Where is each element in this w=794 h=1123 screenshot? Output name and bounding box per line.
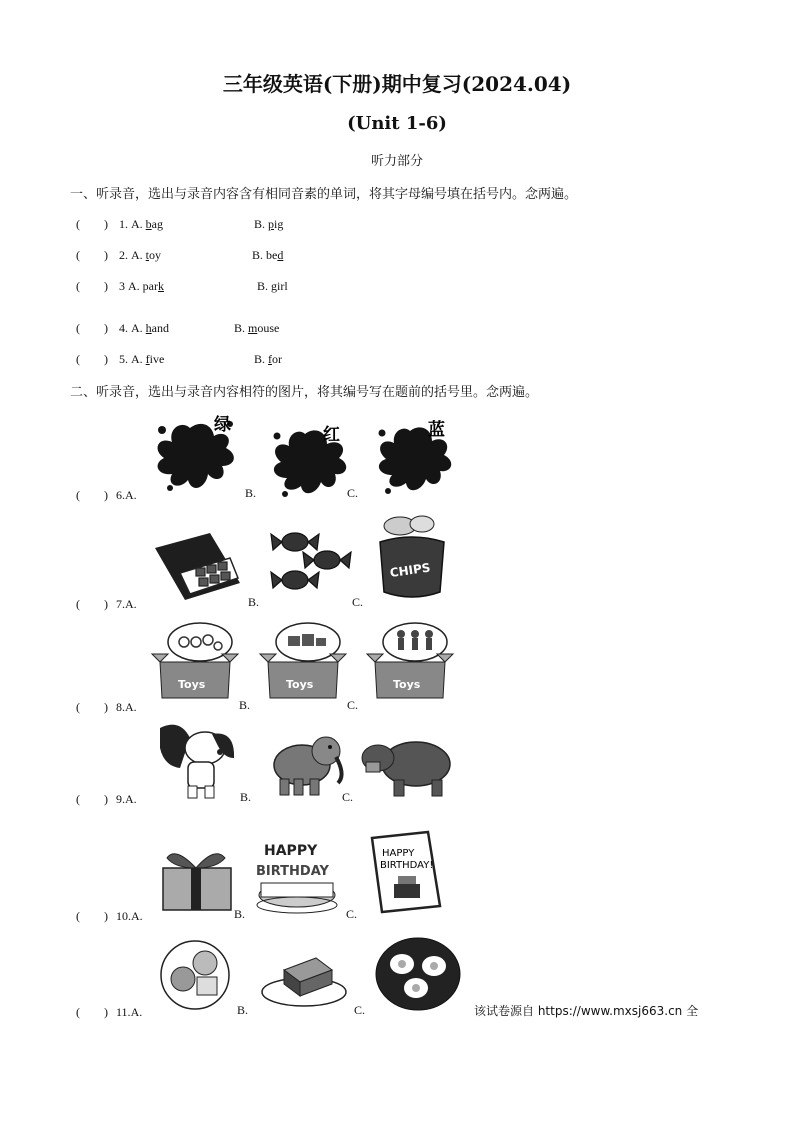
- q9-option-b: B.: [240, 790, 252, 804]
- question-4: ( ) 4. A. hand B. mouse: [76, 321, 280, 335]
- q6-option-c: C.: [347, 486, 359, 500]
- toy-box-dolls-image: [365, 620, 455, 705]
- blue-paint-splat-image: [370, 415, 460, 497]
- source-watermark: 该试卷源自 https://www.mxsj663.cn 全: [474, 1004, 699, 1018]
- q10-option-b: B.: [234, 907, 246, 921]
- question-6: ( ) 6.A.: [76, 488, 137, 502]
- question-3: ( ) 3 A. park B. girl: [76, 279, 288, 293]
- cake-slice-image: [256, 948, 351, 1010]
- toy-box-trains-image: [258, 620, 348, 705]
- candies-image: [265, 528, 360, 598]
- splat-label-red: 红: [323, 425, 340, 445]
- cake-happy-label: HAPPY: [264, 843, 318, 859]
- page-subtitle: (Unit 1-6): [347, 113, 447, 134]
- q11-option-b: B.: [237, 1003, 249, 1017]
- q6-option-b: B.: [245, 486, 257, 500]
- toys-label-a: Toys: [178, 678, 206, 691]
- toys-label-b: Toys: [286, 678, 314, 691]
- question-7: ( ) 7.A.: [76, 597, 137, 611]
- red-paint-splat-image: [265, 420, 355, 500]
- dog-image: [150, 718, 240, 803]
- toy-box-bikes-image: [150, 620, 240, 705]
- card-line-1: HAPPY: [382, 848, 415, 859]
- chips-label: CHIPS: [388, 560, 432, 581]
- cake-birthday-label: BIRTHDAY: [256, 864, 329, 879]
- birthday-card-image: [368, 828, 444, 914]
- q9-option-c: C.: [342, 790, 354, 804]
- toys-label-c: Toys: [393, 678, 421, 691]
- cookies-plate-image: [155, 937, 235, 1012]
- q10-option-c: C.: [346, 907, 358, 921]
- q7-option-c: C.: [352, 595, 364, 609]
- part2-heading: 二、听录音，选出与录音内容相符的图片，将其编号写在题前的括号里。念两遍。: [70, 385, 539, 400]
- question-10: ( ) 10.A.: [76, 909, 143, 923]
- splat-label-green: 绿: [214, 415, 231, 435]
- card-line-2: BIRTHDAY!: [380, 860, 434, 871]
- q8-option-c: C.: [347, 698, 359, 712]
- part1-heading: 一、听录音，选出与录音内容含有相同音素的单词，将其字母编号填在括号内。念两遍。: [70, 187, 578, 202]
- question-2: ( ) 2. A. toy B. bed: [76, 248, 284, 262]
- green-paint-splat-image: [150, 410, 240, 495]
- chocolate-bar-image: [150, 528, 245, 603]
- q7-option-b: B.: [248, 595, 260, 609]
- section-label: 听力部分: [370, 154, 423, 169]
- chips-bag-image: [372, 512, 452, 607]
- hippo-image: [360, 728, 455, 800]
- page-title: 三年级英语(下册)期中复习(2024.04): [222, 72, 572, 96]
- question-8: ( ) 8.A.: [76, 700, 137, 714]
- q8-option-b: B.: [239, 698, 251, 712]
- birthday-cake-image: [252, 835, 342, 917]
- q11-option-c: C.: [354, 1003, 366, 1017]
- question-1: ( ) 1. A. bag B. pig: [76, 217, 284, 231]
- gift-box-image: [155, 842, 240, 914]
- splat-label-blue: 蓝: [428, 420, 445, 440]
- question-5: ( ) 5. A. five B. for: [76, 352, 283, 366]
- question-11: ( ) 11.A.: [76, 1005, 143, 1019]
- question-9: ( ) 9.A.: [76, 792, 137, 806]
- elephant-image: [258, 725, 348, 803]
- fried-eggs-pan-image: [372, 930, 467, 1015]
